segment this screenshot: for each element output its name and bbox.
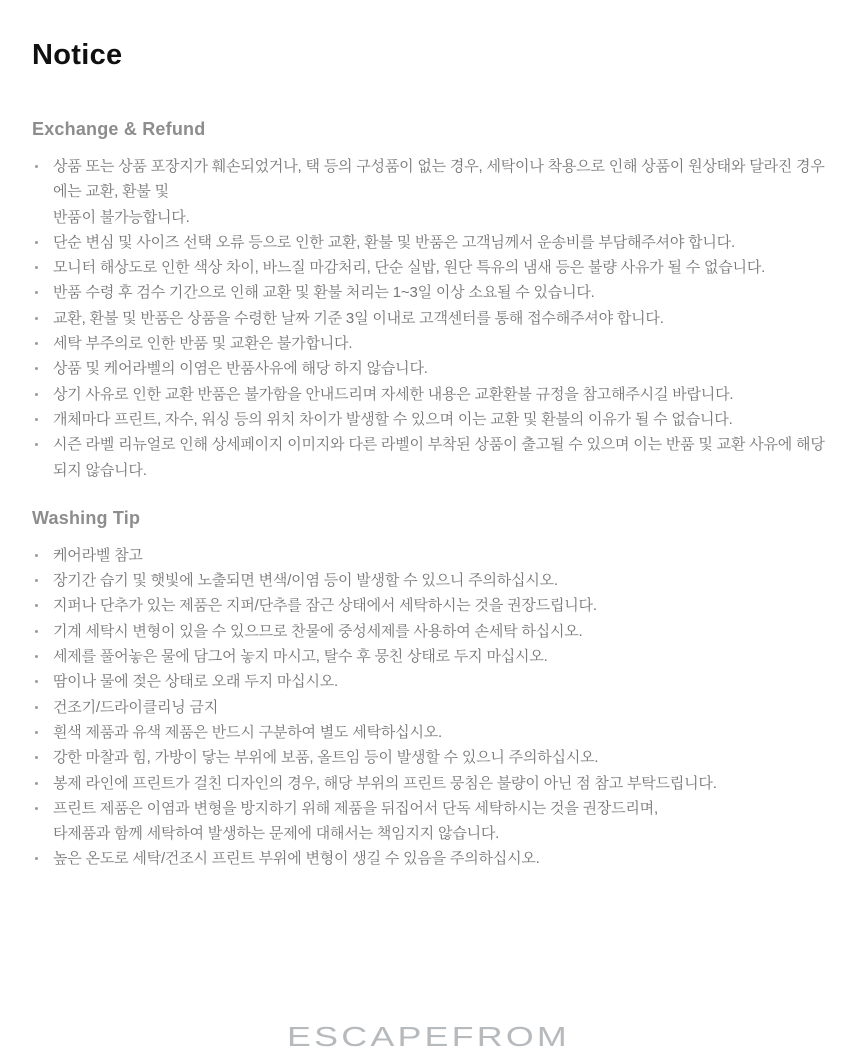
- notice-item: [32, 568, 826, 593]
- notice-item-text: 기계 세탁시 변형이 있을 수 있으므로 찬물에 중성세제를 사용하여 손세탁 하십시오.: [53, 622, 583, 640]
- bullet-icon: [32, 432, 53, 457]
- notice-item: [32, 644, 826, 669]
- notice-item: [32, 720, 826, 745]
- notice-item: [32, 695, 826, 720]
- bullet-icon: [32, 543, 53, 568]
- notice-item: [32, 306, 826, 331]
- bullet-icon: [32, 568, 53, 593]
- notice-item-text: 상품 또는 상품 포장지가 훼손되었거나, 택 등의 구성품이 없는 경우, 세탁이나 착용으로 인해 상품이 원상태와 달라진 경우에는 교환, 환불 및 반품이 불가능합니다.: [53, 158, 825, 226]
- notice-item: [32, 382, 826, 407]
- notice-item: [32, 331, 826, 356]
- notice-item: [32, 593, 826, 618]
- bullet-icon: [32, 382, 53, 407]
- notice-item-text: 반품 수령 후 검수 기간으로 인해 교환 및 환불 처리는 1~3일 이상 소요될 수 있습니다.: [53, 284, 595, 302]
- notice-item: [32, 356, 826, 381]
- bullet-icon: [32, 771, 53, 796]
- notice-item-text: 상품 및 케어라벨의 이염은 반품사유에 해당 하지 않습니다.: [53, 360, 428, 378]
- bullet-icon: [32, 745, 53, 770]
- washing-tip-list: [32, 543, 826, 872]
- notice-item-text: 프린트 제품은 이염과 변형을 방지하기 위해 제품을 뒤집어서 단독 세탁하시는 것을 권장드리며, 타제품과 함께 세탁하여 발생하는 문제에 대해서는 책임지지 않습니다.: [53, 799, 658, 843]
- notice-item: [32, 796, 826, 847]
- notice-item: [32, 154, 826, 230]
- notice-item-text: 케어라벨 참고: [53, 546, 143, 564]
- bullet-icon: [32, 669, 53, 694]
- bullet-icon: [32, 720, 53, 745]
- notice-item-text: 시즌 라벨 리뉴얼로 인해 상세페이지 이미지와 다른 라벨이 부착된 상품이 출고될 수 있으며 이는 반품 및 교환 사유에 해당되지 않습니다.: [53, 436, 825, 479]
- notice-item-text: 장기간 습기 및 햇빛에 노출되면 변색/이염 등이 발생할 수 있으니 주의하십시오.: [53, 572, 558, 590]
- notice-item-text: 교환, 환불 및 반품은 상품을 수령한 날짜 기준 3일 이내로 고객센터를 통해 접수해주셔야 합니다.: [53, 309, 664, 327]
- brand-logo: ESCAPEFROM: [287, 1020, 571, 1052]
- bullet-icon: [32, 230, 53, 255]
- notice-item-text: 땀이나 물에 젖은 상태로 오래 두지 마십시오.: [53, 673, 338, 691]
- footer: [32, 1022, 826, 1052]
- section-exchange-refund: [32, 118, 826, 483]
- notice-item-text: 상기 사유로 인한 교환 반품은 불가함을 안내드리며 자세한 내용은 교환환불 규정을 참고해주시길 바랍니다.: [53, 385, 734, 403]
- section-washing-tip: [32, 507, 826, 872]
- notice-item-text: 세탁 부주의로 인한 반품 및 교환은 불가합니다.: [53, 335, 353, 353]
- bullet-icon: [32, 280, 53, 305]
- page-title: Notice: [32, 39, 123, 71]
- bullet-icon: [32, 846, 53, 871]
- washing-tip-heading: Washing Tip: [32, 507, 141, 528]
- notice-item: [32, 230, 826, 255]
- notice-item: [32, 432, 826, 483]
- notice-item: [32, 280, 826, 305]
- bullet-icon: [32, 306, 53, 331]
- notice-item-text: 세제를 풀어놓은 물에 담그어 놓지 마시고, 탈수 후 뭉친 상태로 두지 마십시오.: [53, 648, 548, 666]
- notice-item-text: 건조기/드라이클리닝 금지: [53, 698, 219, 716]
- bullet-icon: [32, 593, 53, 618]
- notice-item: [32, 846, 826, 871]
- bullet-icon: [32, 356, 53, 381]
- notice-item-text: 지퍼나 단추가 있는 제품은 지퍼/단추를 잠근 상태에서 세탁하시는 것을 권장드립니다.: [53, 597, 597, 615]
- notice-item: [32, 619, 826, 644]
- bullet-icon: [32, 695, 53, 720]
- bullet-icon: [32, 407, 53, 432]
- bullet-icon: [32, 796, 53, 821]
- bullet-icon: [32, 619, 53, 644]
- notice-item-text: 모니터 해상도로 인한 색상 차이, 바느질 마감처리, 단순 실밥, 원단 특유의 냄새 등은 불량 사유가 될 수 없습니다.: [53, 259, 766, 277]
- notice-item-text: 강한 마찰과 힘, 가방이 닿는 부위에 보품, 올트임 등이 발생할 수 있으니 주의하십시오.: [53, 749, 599, 767]
- bullet-icon: [32, 255, 53, 280]
- notice-item: [32, 669, 826, 694]
- notice-item-text: 개체마다 프린트, 자수, 워싱 등의 위치 차이가 발생할 수 있으며 이는 교환 및 환불의 이유가 될 수 없습니다.: [53, 410, 733, 428]
- notice-item-text: 단순 변심 및 사이즈 선택 오류 등으로 인한 교환, 환불 및 반품은 고객님께서 운송비를 부담해주셔야 합니다.: [53, 233, 735, 251]
- bullet-icon: [32, 644, 53, 669]
- notice-item: [32, 543, 826, 568]
- notice-item: [32, 407, 826, 432]
- exchange-refund-heading: Exchange & Refund: [32, 119, 206, 139]
- notice-item: [32, 771, 826, 796]
- notice-item-text: 흰색 제품과 유색 제품은 반드시 구분하여 별도 세탁하십시오.: [53, 723, 442, 741]
- bullet-icon: [32, 331, 53, 356]
- notice-item-text: 높은 온도로 세탁/건조시 프린트 부위에 변형이 생길 수 있음을 주의하십시오.: [53, 850, 540, 868]
- notice-item-text: 봉제 라인에 프린트가 걸친 디자인의 경우, 해당 부위의 프린트 뭉침은 불량이 아닌 점 참고 부탁드립니다.: [53, 774, 717, 792]
- notice-item: [32, 255, 826, 280]
- bullet-icon: [32, 154, 53, 179]
- notice-item: [32, 745, 826, 770]
- exchange-refund-list: [32, 154, 826, 483]
